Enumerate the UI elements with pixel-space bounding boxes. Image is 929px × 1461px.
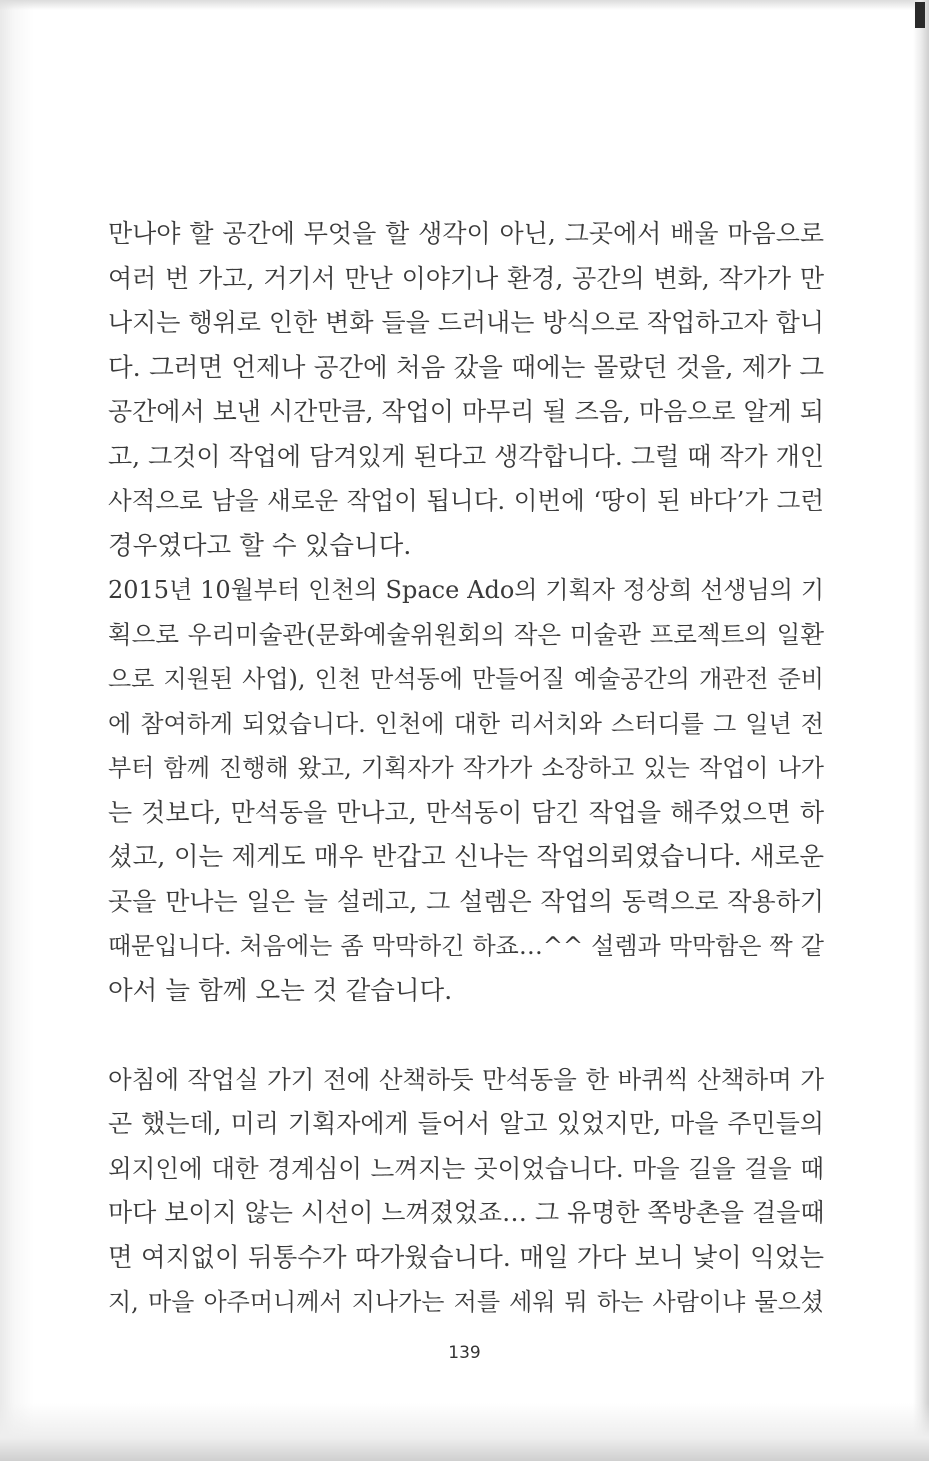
text-line: 마다 보이지 않는 시선이 느껴졌었죠… 그 유명한 쪽방촌을 걸을때 [108,1198,825,1227]
paragraph [108,1058,824,1325]
text-line: 사적으로 남을 새로운 작업이 됩니다. 이번에 ‘땅이 된 바다’가 그런 [108,486,824,515]
text-line: 외지인에 대한 경계심이 느껴지는 곳이었습니다. 마을 길을 걸을 때 [108,1153,824,1183]
text-line: 아침에 작업실 가기 전에 산책하듯 만석동을 한 바퀴씩 산책하며 가 [108,1064,824,1094]
text-line: 만나야 할 공간에 무엇을 할 생각이 아닌, 그곳에서 배울 마음으로 [108,219,824,248]
text-line: 나지는 행위로 인한 변화 들을 드러내는 방식으로 작업하고자 합니 [108,308,824,337]
text-line: 여러 번 가고, 거기서 만난 이야기나 환경, 공간의 변화, 작가가 만 [108,263,824,293]
page-binding-shadow [913,0,929,1461]
text-line: 지, 마을 아주머니께서 지나가는 저를 세워 뭐 하는 사람이냐 물으셨 [108,1288,824,1316]
paragraph [108,568,824,1013]
text-line: 2015년 10월부터 인천의 Space Ado의 기획자 정상희 선생님의 기 [108,576,824,604]
body-text [108,212,824,1325]
text-line: 에 참여하게 되었습니다. 인천에 대한 리서치와 스터디를 그 일년 전 [108,709,824,738]
text-line: 면 여지없이 뒤통수가 따가웠습니다. 매일 가다 보니 낯이 익었는 [108,1242,824,1273]
text-line: 고, 그것이 작업에 담겨있게 된다고 생각합니다. 그럴 때 작가 개인 [108,441,824,471]
text-line: 경우였다고 할 수 있습니다. [108,530,412,561]
text-line: 다. 그러면 언제나 공간에 처음 갔을 때에는 몰랐던 것을, 제가 그 [108,352,824,383]
text-line: 으로 지원된 사업), 인천 만석동에 만들어질 예술공간의 개관전 준비 [108,665,824,693]
text-line: 곤 했는데, 미리 기획자에게 들어서 알고 있었지만, 마을 주민들의 [108,1109,824,1138]
page-number: 139 [448,1343,481,1363]
page-corner-mark [915,2,925,28]
text-line: 곳을 만나는 일은 늘 설레고, 그 설렘은 작업의 동력으로 작용하기 [108,886,824,916]
text-line: 부터 함께 진행해 왔고, 기획자가 작가가 소장하고 있는 작업이 나가 [108,754,824,782]
page-bottom-edge [0,1403,929,1461]
text-line: 셨고, 이는 제게도 매우 반갑고 신나는 작업의뢰였습니다. 새로운 [108,842,824,872]
page-top-edge [0,0,929,10]
paragraph-spacer [108,1013,824,1058]
text-line: 공간에서 보낸 시간만큼, 작업이 마무리 될 즈음, 마음으로 알게 되 [108,397,824,426]
text-line: 는 것보다, 만석동을 만나고, 만석동이 담긴 작업을 해주었으면 하 [108,797,824,827]
text-line: 아서 늘 함께 오는 것 같습니다. [108,975,453,1006]
text-line: 때문입니다. 처음에는 좀 막막하긴 하죠…^^ 설렘과 막막함은 짝 같 [108,932,824,960]
text-line: 획으로 우리미술관(문화예술위원회의 작은 미술관 프로젝트의 일환 [108,619,824,649]
paragraph [108,212,824,568]
